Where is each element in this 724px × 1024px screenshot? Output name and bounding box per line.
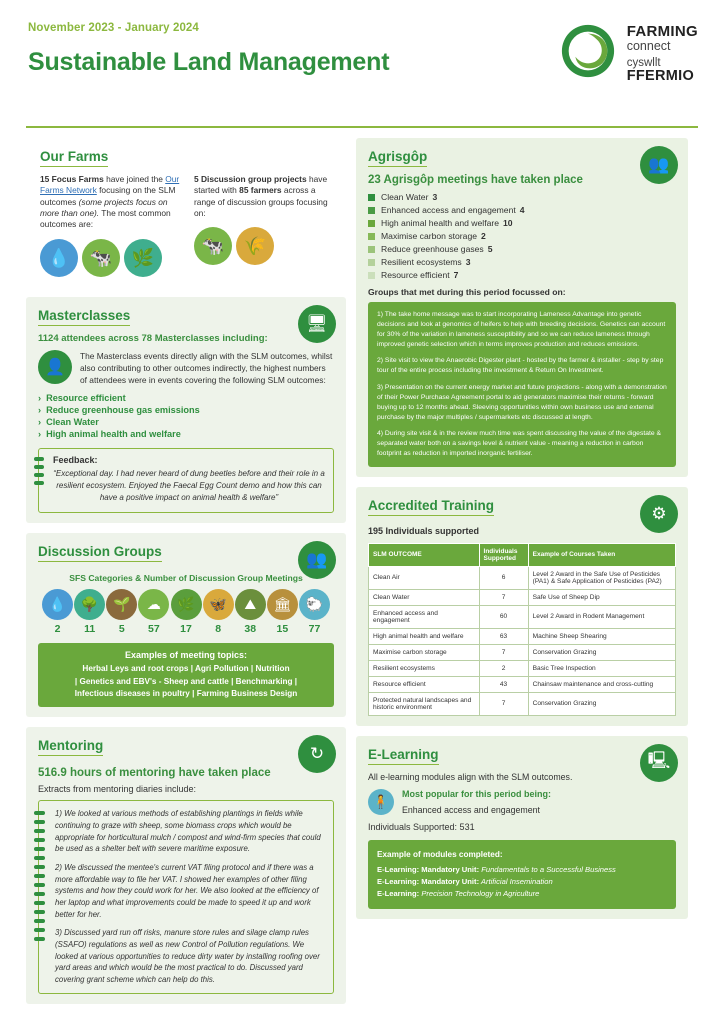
cell-supported: 60 [479, 605, 528, 628]
presentation-screen-icon: 🖥 [298, 305, 336, 343]
cell-outcome: Protected natural landscapes and historic environment [369, 692, 480, 715]
item-value: 2 [481, 231, 486, 241]
dg-count: 5 [118, 623, 125, 636]
item-label: High animal health and welfare [381, 218, 499, 228]
cell-supported: 6 [479, 566, 528, 589]
agrisgop-heading: Agrisgôp [368, 149, 427, 167]
discussion-groups-subtitle: SFS Categories & Number of Discussion Group Meetings [69, 573, 303, 584]
field-icon: 🌾 [236, 227, 274, 265]
module-prefix: E-Learning: Mandatory Unit: [377, 877, 480, 887]
page-header [0, 0, 724, 118]
module-item [377, 888, 667, 900]
agrisgop-paragraph: 4) During site visit & in the review much time was spent discussing the value of the digestate & separated water both on a savings level & nutrient value - meaning a reduction in carbon footprint as reduction in imported inorganic fertiliser. [377, 430, 662, 458]
accredited-training-heading: Accredited Training [368, 498, 494, 516]
masterclasses-body: The Masterclass events directly align with the SLM outcomes, whilst also contributing to other outcomes indirectly, the highest numbers of attendees were in events covering the following SLM outcomes: [80, 350, 333, 386]
water-icon: 💧 [42, 589, 73, 620]
elearning-modules-box [368, 840, 676, 909]
column-header: Individuals Supported [479, 543, 528, 566]
mentoring-hours: 516.9 hours of mentoring have taken place [38, 767, 271, 780]
list-item: › High animal health and welfare [38, 429, 334, 439]
item-value: 7 [453, 270, 459, 280]
cell-course: Machine Sheep Shearing [528, 628, 675, 644]
mentoring-heading: Mentoring [38, 738, 103, 756]
feedback-title: Feedback: [53, 455, 98, 466]
table-row [369, 660, 676, 676]
soil-icon: 🌱 [106, 589, 137, 620]
cell-supported: 7 [479, 644, 528, 660]
table-row [369, 605, 676, 628]
item-value: 5 [487, 244, 493, 254]
module-name: Fundamentals to a Successful Business [479, 865, 616, 875]
elearning-heading: E-Learning [368, 747, 439, 765]
diary-entry: 2) We discussed the mentee's current VAT filing protocol and if there was a more affordable way to file her VAT. I showed her examples of other filing systems and how they could work for her. We also looked at the efficiency of her laptop and what improvements could be made to speed it up and work better for her. [55, 862, 319, 919]
people-group-icon: 👥 [640, 146, 678, 184]
table-row [369, 692, 676, 715]
elearning-popular-title: Most popular for this period being: [402, 788, 551, 799]
animal-icon: 🐑 [299, 589, 330, 620]
module-item [377, 876, 667, 888]
masterclasses-outcomes [38, 393, 334, 439]
our-farms-text-3: The most common outcomes are: [40, 208, 171, 230]
content-columns [0, 128, 724, 1014]
elearning-supported: Individuals Supported: 531 [368, 821, 475, 832]
list-item [368, 192, 676, 202]
cell-supported: 43 [479, 676, 528, 692]
agrisgop-note: Groups that met during this period focussed on: [368, 287, 566, 297]
mentoring-arrow-icon: ↻ [298, 735, 336, 773]
list-item [368, 231, 676, 241]
mentoring-diary [38, 800, 334, 994]
masterclasses-section [26, 297, 346, 524]
dg-count: 15 [276, 623, 289, 636]
cow-icon: 🐄 [82, 239, 120, 277]
cell-course: Safe Use of Sheep Dip [528, 589, 675, 605]
discussion-groups-section [26, 533, 346, 717]
topics-line: Infectious diseases in poultry | Farming Business Design [74, 688, 298, 698]
cell-course: Conservation Grazing [528, 644, 675, 660]
elearning-section [356, 736, 688, 919]
leaf-shield-icon: 🌿 [124, 239, 162, 277]
person-idea-icon: 👤 [38, 350, 72, 384]
diary-bars-decoration [34, 811, 45, 946]
logo-line-3: cyswllt [626, 56, 661, 69]
our-farms-focus-count: 15 Focus Farms [40, 174, 104, 184]
discussion-groups-icons [38, 589, 334, 620]
list-item [368, 257, 676, 267]
our-farms-text-1: have joined the [103, 174, 166, 184]
elearning-screen-icon: 🖳 [640, 744, 678, 782]
module-name: Artificial Insemination [479, 877, 553, 887]
dg-count: 11 [84, 623, 96, 636]
page-title: Sustainable Land Management [28, 48, 390, 76]
table-row [369, 566, 676, 589]
cell-outcome: Resource efficient [369, 676, 480, 692]
cell-course: Conservation Grazing [528, 692, 675, 715]
our-farms-section [26, 138, 346, 287]
discussion-groups-heading: Discussion Groups [38, 544, 162, 562]
cell-outcome: High animal health and welfare [369, 628, 480, 644]
list-item: › Reduce greenhouse gas emissions [38, 405, 334, 415]
item-value: 4 [519, 205, 525, 215]
topics-title: Examples of meeting topics: [124, 650, 248, 661]
module-item [377, 864, 667, 876]
item-label: Reduce greenhouse gases [381, 244, 484, 254]
date-range: November 2023 - January 2024 [28, 22, 199, 34]
mentoring-intro: Extracts from mentoring diaries include: [38, 784, 197, 795]
person-icon: 🧍 [368, 789, 394, 815]
feedback-quote: “Exceptional day. I had never heard of dung beetles before and their role in a resilient ecosystem. Enjoyed the Faecal Egg Count demo and how this can have a positive impact on animal health & welfare” [53, 469, 325, 503]
item-value: 3 [465, 257, 471, 267]
item-label: Clean Water [381, 192, 429, 202]
cell-course: Level 2 Award in Rodent Management [528, 605, 675, 628]
our-farms-text-2: focusing on the SLM outcomes [40, 185, 176, 207]
dg-count: 2 [54, 623, 61, 636]
dg-count: 17 [180, 623, 192, 636]
column-header: SLM OUTCOME [369, 543, 480, 566]
our-farms-text-italic: (some projects focus on more than one). [40, 196, 168, 219]
co2-icon: ☁ [138, 589, 169, 620]
heritage-icon: 🏛 [267, 589, 298, 620]
our-farms-text-5: across a range of discussion groups focusing on: [194, 185, 328, 219]
people-group-icon: 👥 [298, 541, 336, 579]
cell-course: Basic Tree Inspection [528, 660, 675, 676]
masterclasses-stat: 1124 attendees across 78 Masterclasses including: [38, 332, 268, 344]
cell-supported: 2 [479, 660, 528, 676]
agrisgop-summary-box [368, 302, 676, 467]
cell-course: Level 2 Award in the Safe Use of Pesticides (PA1) & Safe Application of Pesticides (PA2) [528, 566, 675, 589]
table-row [369, 589, 676, 605]
water-droplet-icon: 💧 [40, 239, 78, 277]
masterclasses-heading: Masterclasses [38, 308, 130, 326]
list-item: › Resource efficient [38, 393, 334, 403]
agrisgop-section [356, 138, 688, 477]
agrisgop-paragraph: 1) The take home message was to start incorporating Lameness Advantage into genetic decisions and look at genomics of heifers to help with breeding decisions. Genetics can account for 30% of the variation in lameness susceptibility and so we can reduce lameness through improved genetic selection which in terms improves production and reduces emissions. [377, 311, 666, 348]
cell-outcome: Clean Air [369, 566, 480, 589]
tree-icon: 🌳 [74, 589, 105, 620]
column-header: Example of Courses Taken [528, 543, 675, 566]
item-label: Maximise carbon storage [381, 231, 478, 241]
list-item [368, 270, 676, 280]
agrisgop-items [368, 192, 676, 280]
our-farms-heading: Our Farms [40, 149, 108, 167]
right-column [356, 138, 688, 1014]
logo [559, 22, 698, 85]
list-item: › Clean Water [38, 417, 334, 427]
logo-line-2: connect [626, 39, 671, 54]
our-farms-network-link[interactable]: Our Farms Network [40, 174, 180, 196]
discussion-groups-topics [38, 643, 334, 707]
topics-line: Herbal Leys and root crops | Agri Pollution | Nutrition [82, 664, 290, 674]
list-item [368, 218, 676, 228]
logo-line-4: FFERMIO [626, 68, 695, 85]
item-value: 3 [432, 192, 438, 202]
agrisgop-paragraph: 2) Site visit to view the Anaerobic Digester plant - hosted by the farmer & installer - step by step tour of the entire process including the investment & Return On Investment. [377, 357, 664, 375]
cell-supported: 7 [479, 692, 528, 715]
discussion-groups-counts [38, 620, 334, 635]
feedback-bars-decoration [34, 457, 44, 493]
certificate-gear-icon: ⚙ [640, 495, 678, 533]
cow-icon: 🐄 [194, 227, 232, 265]
accredited-training-section [356, 487, 688, 726]
dg-count: 38 [244, 623, 257, 636]
list-item [368, 244, 676, 254]
left-column [26, 138, 346, 1014]
agrisgop-paragraph: 3) Presentation on the current energy market and future projections - along with a demonstration of their Power Purchase Agreement portal to aid generators maximise their returns - forward buying up to 12 months ahead. Sleeving opportunities within own business use and external purchase by the major multiples / supermarkets etc discussed at length. [377, 384, 667, 421]
logo-line-1: FARMING [626, 23, 698, 40]
dg-count: 8 [215, 623, 222, 636]
item-value: 10 [503, 218, 513, 228]
module-name: Precision Technology in Agriculture [419, 889, 540, 899]
agrisgop-title: 23 Agrisgôp meetings have taken place [368, 174, 583, 186]
masterclasses-feedback [38, 448, 334, 513]
habitat-icon: 🦋 [203, 589, 234, 620]
our-farms-left-icons [40, 239, 180, 277]
cell-outcome: Enhanced access and engagement [369, 605, 480, 628]
our-farms-dg-count: 5 Discussion group projects [194, 174, 307, 184]
list-item [368, 205, 676, 215]
cell-supported: 7 [479, 589, 528, 605]
dg-count: 77 [308, 623, 321, 636]
module-prefix: E-Learning: [377, 889, 420, 899]
diary-entry: 1) We looked at various methods of establishing plantings in fields while continuing to graze with sheep, some biomass crops which would be appropriate for horticultural mulch / compost and wind-firm species that could be used as a shelter belt with severe maritime exposure. [55, 809, 321, 854]
diary-entry: 3) Discussed yard run off risks, manure store rules and silage clamp rules (SSAFO) regulations as well as new Control of Pollution regulations. We looked at various opportunities to reduce dirty water by installing roofing over yard areas and which would be the most practical to do. Discussed yard covering grant scheme which can help do this. [55, 928, 320, 985]
our-farms-text-4: have started with [194, 174, 328, 196]
our-farms-right-text [194, 174, 334, 277]
elearning-intro: All e-learning modules align with the SLM outcomes. [368, 771, 573, 782]
table-header-row [369, 543, 676, 566]
accredited-training-subtitle: 195 Individuals supported [368, 525, 480, 536]
mentoring-section [26, 727, 346, 1004]
our-farms-right-icons [194, 227, 334, 265]
cell-outcome: Resilient ecosystems [369, 660, 480, 676]
table-row [369, 644, 676, 660]
our-farms-farmers-count: 85 farmers [239, 185, 282, 196]
module-prefix: E-Learning: Mandatory Unit: [377, 865, 480, 875]
table-row [369, 676, 676, 692]
dg-count: 57 [148, 623, 160, 636]
cell-outcome: Maximise carbon storage [369, 644, 480, 660]
hedge-icon: 🌿 [171, 589, 202, 620]
topics-line: | Genetics and EBV's - Sheep and cattle | Benchmarking | [74, 676, 298, 686]
cell-outcome: Clean Water [369, 589, 480, 605]
item-label: Resource efficient [381, 270, 450, 280]
farming-connect-logo-icon [559, 22, 617, 80]
our-farms-left-text [40, 174, 180, 277]
item-label: Resilient ecosystems [381, 257, 462, 267]
accredited-training-table [368, 543, 676, 716]
table-row [369, 628, 676, 644]
cell-supported: 63 [479, 628, 528, 644]
modules-title: Example of modules completed: [377, 849, 503, 859]
item-label: Enhanced access and engagement [381, 205, 516, 215]
peat-icon: ⛰ [235, 589, 266, 620]
elearning-popular-value: Enhanced access and engagement [402, 804, 540, 815]
cell-course: Chainsaw maintenance and cross-cutting [528, 676, 675, 692]
